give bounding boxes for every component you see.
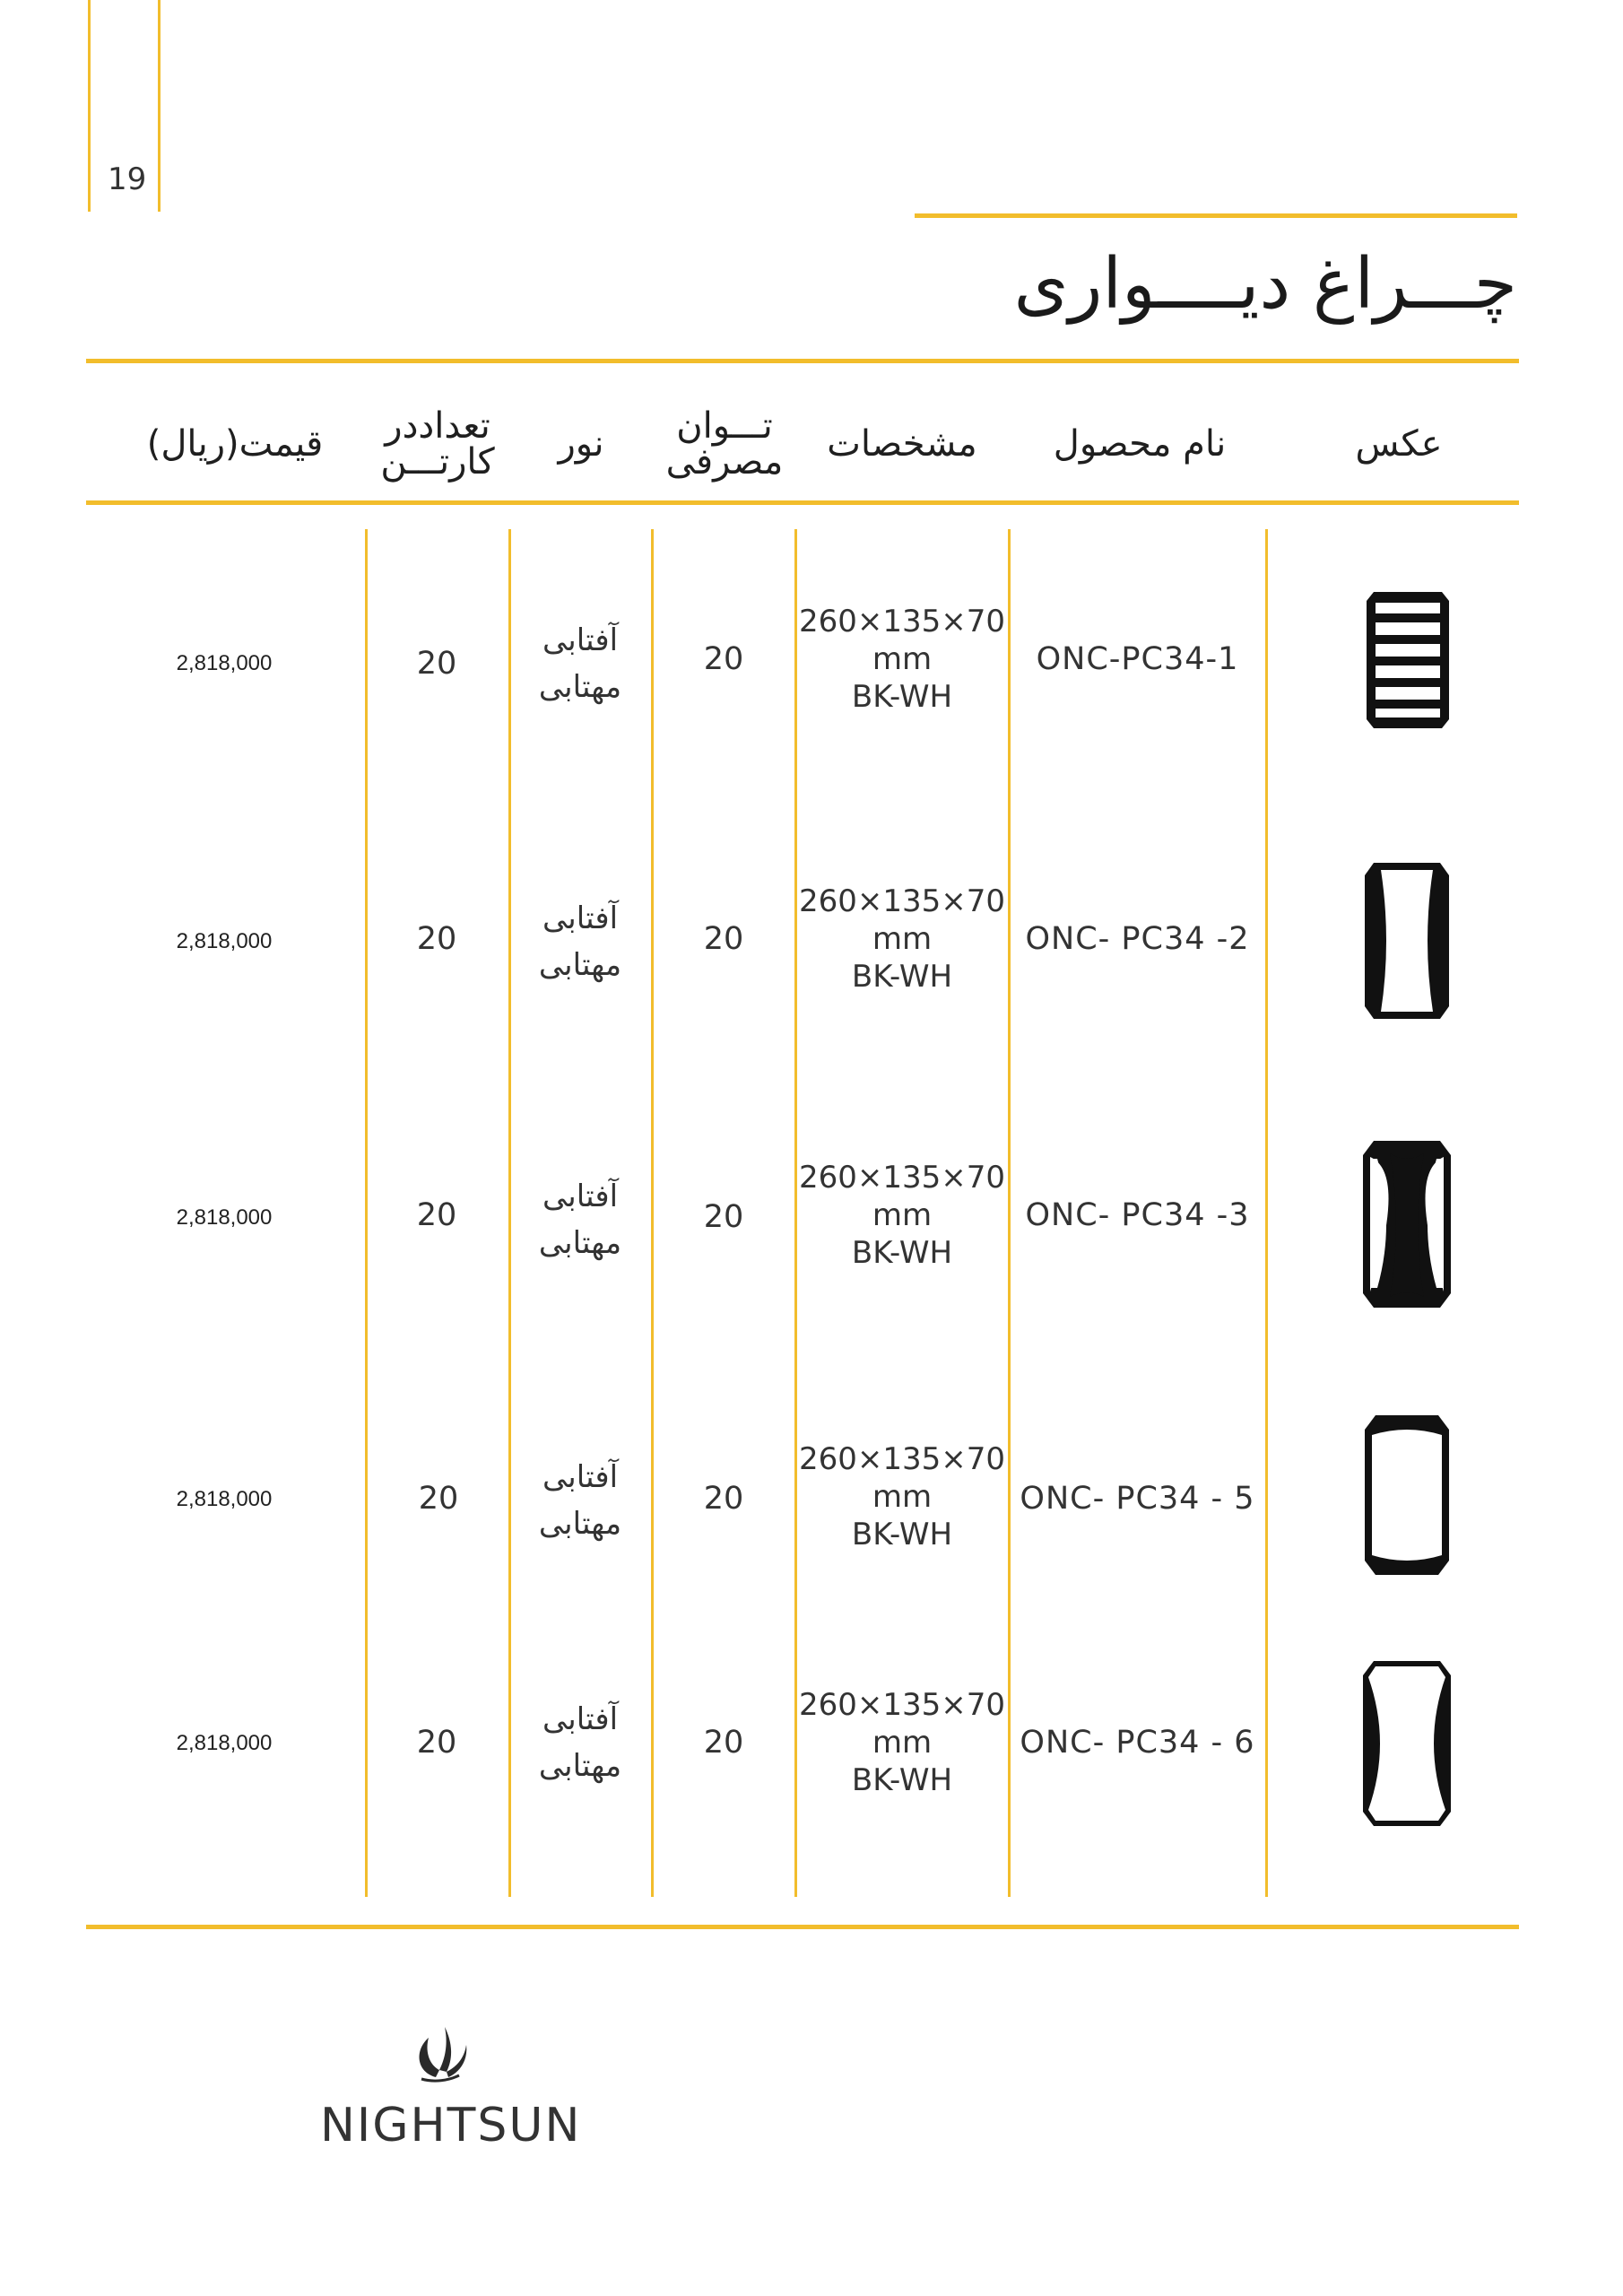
nightsun-logo-icon xyxy=(409,2018,472,2083)
lamp-side-bands-icon xyxy=(1359,1657,1454,1830)
product-spec xyxy=(796,1684,1008,1801)
product-spec xyxy=(796,1439,1008,1555)
light-warm: آفتابی xyxy=(542,1178,619,1214)
table-bottom-rule xyxy=(86,1925,1519,1929)
product-spec xyxy=(796,601,1008,718)
light-warm: آفتابی xyxy=(542,1459,619,1495)
header-carton-line1: تعداددر xyxy=(385,405,490,447)
spec-unit: mm xyxy=(872,641,933,677)
header-carton-line2: کارتـــن xyxy=(380,441,495,483)
light-cool: مهتابی xyxy=(538,1748,622,1784)
header-spec xyxy=(796,395,1008,493)
product-power: 20 xyxy=(703,1481,744,1517)
header-price xyxy=(108,395,362,493)
light-warm: آفتابی xyxy=(542,1701,619,1737)
product-price: 2,818,000 xyxy=(176,1731,273,1755)
spec-color: BK-WH xyxy=(851,679,953,715)
product-light xyxy=(509,614,651,713)
product-price: 2,818,000 xyxy=(176,1487,273,1511)
product-light xyxy=(509,892,651,991)
product-power: 20 xyxy=(703,1199,744,1235)
spec-unit: mm xyxy=(872,1725,933,1761)
product-light xyxy=(509,1170,651,1269)
product-light xyxy=(509,1693,651,1792)
brand-name: NIGHTSUN xyxy=(320,2099,582,2152)
spec-unit: mm xyxy=(872,1479,933,1515)
page-number: 19 xyxy=(108,161,147,197)
lamp-caps-icon xyxy=(1361,1412,1453,1578)
page-number-rule xyxy=(158,0,161,212)
light-cool: مهتابی xyxy=(538,669,622,705)
product-power: 20 xyxy=(703,641,744,677)
product-power: 20 xyxy=(703,921,744,957)
header-carton xyxy=(366,395,509,493)
spec-dimensions: 260×135×70 xyxy=(798,604,1006,639)
header-image xyxy=(1273,395,1524,493)
spec-color: BK-WH xyxy=(851,959,953,995)
product-name: ONC- PC34 - 6 xyxy=(1020,1725,1255,1761)
product-name: ONC- PC34 -3 xyxy=(1025,1197,1250,1233)
header-power-line1: تـــوان xyxy=(676,405,773,447)
product-name: ONC- PC34 - 5 xyxy=(1020,1481,1255,1517)
header-bottom-rule xyxy=(86,500,1519,505)
title-rule xyxy=(915,213,1517,218)
product-spec xyxy=(796,1157,1008,1274)
spec-color: BK-WH xyxy=(851,1762,953,1798)
product-price: 2,818,000 xyxy=(176,651,273,675)
spec-dimensions: 260×135×70 xyxy=(798,1441,1006,1477)
spec-dimensions: 260×135×70 xyxy=(798,1160,1006,1196)
product-light xyxy=(509,1451,651,1550)
header-spec-label: مشخصات xyxy=(827,423,977,465)
product-carton-qty: 20 xyxy=(416,921,457,957)
spec-unit: mm xyxy=(872,1197,933,1233)
product-carton-qty: 20 xyxy=(416,646,457,682)
product-power: 20 xyxy=(703,1725,744,1761)
lamp-hourglass-icon xyxy=(1359,1137,1454,1311)
spec-color: BK-WH xyxy=(851,1517,953,1552)
header-price-label: قیمت(ریال) xyxy=(146,423,324,465)
header-top-rule xyxy=(86,359,1519,363)
product-name: ONC-PC34-1 xyxy=(1036,641,1239,677)
page-title: چـــراغ دیــــواری xyxy=(1013,244,1517,325)
header-power xyxy=(653,395,796,493)
product-carton-qty: 20 xyxy=(416,1725,457,1761)
product-price: 2,818,000 xyxy=(176,1205,273,1230)
product-price: 2,818,000 xyxy=(176,929,273,953)
header-light xyxy=(509,395,653,493)
header-light-label: نور xyxy=(558,423,604,465)
product-carton-qty: 20 xyxy=(416,1197,457,1233)
spec-color: BK-WH xyxy=(851,1235,953,1271)
spec-unit: mm xyxy=(872,921,933,957)
lamp-curved-sides-icon xyxy=(1361,859,1453,1022)
header-name xyxy=(1010,395,1270,493)
lamp-striped-icon xyxy=(1363,588,1453,732)
header-image-label: عکس xyxy=(1355,423,1443,465)
product-name: ONC- PC34 -2 xyxy=(1025,921,1250,957)
product-spec xyxy=(796,881,1008,997)
light-warm: آفتابی xyxy=(542,900,619,936)
left-margin-rule xyxy=(88,0,91,212)
col-sep-6 xyxy=(1265,529,1268,1897)
light-cool: مهتابی xyxy=(538,1506,622,1542)
header-power-line2: مصرفی xyxy=(665,441,784,483)
light-warm: آفتابی xyxy=(542,622,619,658)
spec-dimensions: 260×135×70 xyxy=(798,883,1006,919)
spec-dimensions: 260×135×70 xyxy=(798,1687,1006,1723)
light-cool: مهتابی xyxy=(538,947,622,983)
product-carton-qty: 20 xyxy=(418,1481,459,1517)
header-name-label: نام محصول xyxy=(1053,423,1227,465)
light-cool: مهتابی xyxy=(538,1225,622,1261)
